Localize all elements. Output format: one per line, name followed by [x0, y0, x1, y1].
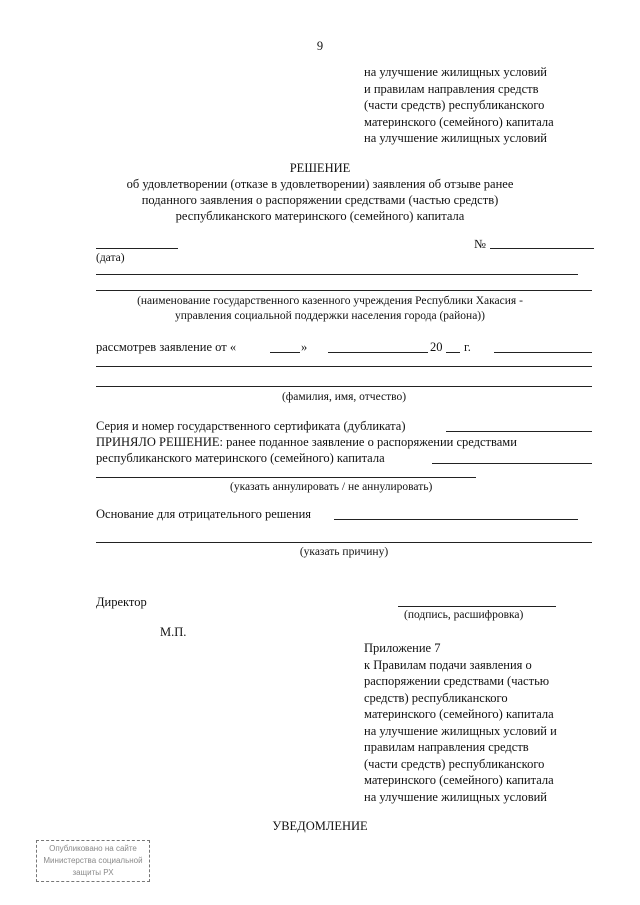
- seal-label: М.П.: [160, 625, 187, 639]
- stamp-line: Опубликовано на сайте: [49, 844, 137, 853]
- appendix-line: распоряжении средствами (частью: [364, 674, 550, 688]
- considered-label: рассмотрев заявление от «: [96, 340, 237, 354]
- year-prefix: 20: [430, 340, 443, 354]
- org-name-line[interactable]: [96, 274, 578, 275]
- appendix-line: (части средств) республиканского: [364, 756, 545, 771]
- header-ref-line: на улучшение жилищных условий: [364, 65, 547, 79]
- appendix-title: Приложение 7: [364, 641, 441, 655]
- director-label: Директор: [96, 595, 147, 609]
- org-name-line[interactable]: [96, 290, 592, 291]
- annul-caption: (указать аннулировать / не аннулировать): [230, 481, 433, 493]
- applicant-field-line[interactable]: [96, 366, 592, 367]
- number-field-line[interactable]: [490, 248, 594, 249]
- month-field-line[interactable]: [328, 352, 428, 353]
- fio-caption: (фамилия, имя, отчество): [281, 391, 407, 403]
- signature-caption: (подпись, расшифровка): [404, 609, 524, 621]
- decided-line: ПРИНЯЛО РЕШЕНИЕ: ранее поданное заявление о распоряжении средствами: [96, 435, 517, 449]
- decision-subtitle-line: поданного заявления о распоряжении средствами (частью средств): [141, 193, 499, 207]
- org-caption: управления социальной поддержки населения города (района)): [175, 310, 485, 322]
- header-ref-line: на улучшение жилищных условий: [364, 131, 547, 145]
- header-reference: [364, 64, 554, 147]
- annul-field-line[interactable]: [432, 463, 592, 464]
- date-caption: (дата): [96, 252, 125, 264]
- reason-caption: (указать причину): [299, 546, 389, 558]
- considered-close-quote: »: [301, 340, 308, 354]
- applicant-field-line[interactable]: [494, 352, 592, 353]
- decided-line: республиканского материнского (семейного) капитала: [96, 451, 385, 465]
- fio-field-line[interactable]: [96, 386, 592, 387]
- appendix-line: к Правилам подачи заявления о: [364, 657, 532, 672]
- date-field-line[interactable]: [96, 248, 178, 249]
- decision-subtitle-line: республиканского материнского (семейного) капитала: [175, 209, 465, 223]
- stamp-line: защиты РХ: [72, 868, 114, 877]
- org-caption: (наименование государственного казенного учреждения Республики Хакасия -: [137, 295, 523, 307]
- header-ref-line: (части средств) республиканского: [364, 98, 545, 112]
- page-number: 9: [316, 39, 324, 53]
- annul-field-line[interactable]: [96, 477, 476, 478]
- publication-stamp: [36, 840, 150, 882]
- reason-field-line[interactable]: [334, 519, 578, 520]
- appendix-block: [364, 640, 557, 805]
- appendix-line: материнского (семейного) капитала: [364, 707, 554, 721]
- appendix-line: на улучшение жилищных условий: [364, 789, 547, 804]
- year-suffix: г.: [464, 340, 471, 354]
- day-field-line[interactable]: [270, 352, 300, 353]
- reason-field-line[interactable]: [96, 542, 592, 543]
- certificate-label: Серия и номер государственного сертификата (дубликата): [96, 419, 406, 433]
- signature-field-line[interactable]: [398, 606, 556, 607]
- certificate-field-line[interactable]: [446, 431, 592, 432]
- decision-subtitle-line: об удовлетворении (отказе в удовлетворении) заявления об отзыве ранее: [126, 177, 514, 191]
- header-ref-line: и правилам направления средств: [364, 81, 539, 96]
- decision-title: РЕШЕНИЕ: [289, 161, 351, 175]
- year-field-line[interactable]: [446, 352, 460, 353]
- stamp-line: Министерства социальной: [43, 856, 143, 865]
- appendix-line: средств) республиканского: [364, 690, 508, 705]
- header-ref-line: материнского (семейного) капитала: [364, 114, 554, 129]
- appendix-line: материнского (семейного) капитала: [364, 773, 554, 787]
- appendix-line: правилам направления средств: [364, 740, 529, 754]
- reason-label: Основание для отрицательного решения: [96, 507, 312, 521]
- appendix-line: на улучшение жилищных условий и: [364, 723, 557, 738]
- notice-title: УВЕДОМЛЕНИЕ: [272, 819, 368, 833]
- number-label: №: [474, 237, 486, 251]
